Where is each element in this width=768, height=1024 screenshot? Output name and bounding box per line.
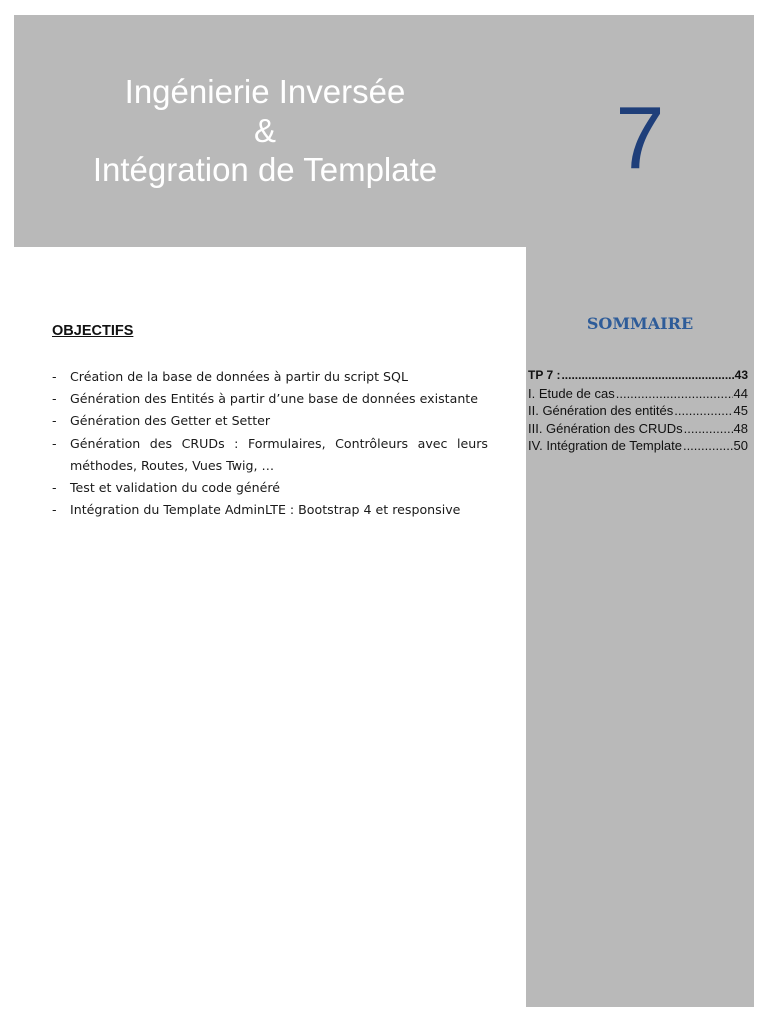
chapter-number: 7 [615, 88, 665, 187]
toc-entry[interactable] [528, 420, 748, 438]
toc-entry-label: IV. Intégration de Template [528, 438, 682, 453]
objectives-heading: OBJECTIFS [52, 323, 134, 339]
objective-text: Génération des CRUDs : Formulaires, Contrôleurs avec leurs méthodes, Routes, Vues Twig, … [70, 435, 488, 473]
toc-entry-label: I. Etude de cas [528, 385, 615, 401]
toc-dot-leader [674, 402, 732, 420]
bullet-dash: - [52, 413, 57, 429]
objective-text: Test et validation du code généré [70, 480, 280, 496]
objective-item [52, 388, 488, 410]
objective-item [52, 499, 488, 521]
toc-dot-leader [561, 367, 733, 385]
bullet-dash: - [52, 369, 57, 384]
toc-dot-leader [616, 385, 733, 403]
toc-dot-leader [683, 437, 733, 455]
sidebar-band [526, 247, 754, 1007]
toc-entry[interactable] [528, 402, 748, 420]
toc-entry[interactable] [528, 385, 748, 403]
toc-dot-leader [684, 420, 733, 438]
objective-text: Génération des Getter et Setter [70, 413, 271, 429]
table-of-contents [528, 367, 748, 455]
toc-entry-page: 44 [733, 385, 748, 401]
objective-text: Création de la base de données à partir du script SQL [70, 369, 408, 384]
toc-entry-label: III. Génération des CRUDs [528, 420, 683, 436]
toc-entry[interactable] [528, 367, 748, 385]
objective-text: Intégration du Template AdminLTE : Bootstrap 4 et responsive [70, 502, 461, 518]
toc-entry-page: 45 [733, 403, 748, 418]
bullet-dash: - [52, 435, 57, 451]
toc-entry-page: 50 [733, 438, 748, 453]
chapter-title-line-1: Ingénierie Inversée [124, 73, 406, 110]
objectives-list [52, 366, 488, 521]
objective-item [52, 366, 488, 388]
toc-entry-label: TP 7 : [528, 368, 561, 382]
chapter-title [60, 72, 470, 189]
objective-item [52, 410, 488, 432]
toc-entry-page: 48 [733, 420, 748, 436]
chapter-title-line-3: Intégration de Template [92, 151, 438, 188]
bullet-dash: - [52, 502, 57, 518]
bullet-dash: - [52, 391, 57, 407]
objective-item [52, 433, 488, 477]
bullet-dash: - [52, 480, 57, 496]
toc-entry-page: 43 [734, 368, 748, 382]
sommaire-heading: SOMMAIRE [586, 314, 694, 333]
chapter-title-line-2: & [253, 112, 276, 149]
toc-entry-label: II. Génération des entités [528, 403, 674, 418]
objective-text: Génération des Entités à partir d’une base de données existante [70, 391, 478, 407]
toc-entry[interactable] [528, 437, 748, 455]
objective-item [52, 477, 488, 499]
